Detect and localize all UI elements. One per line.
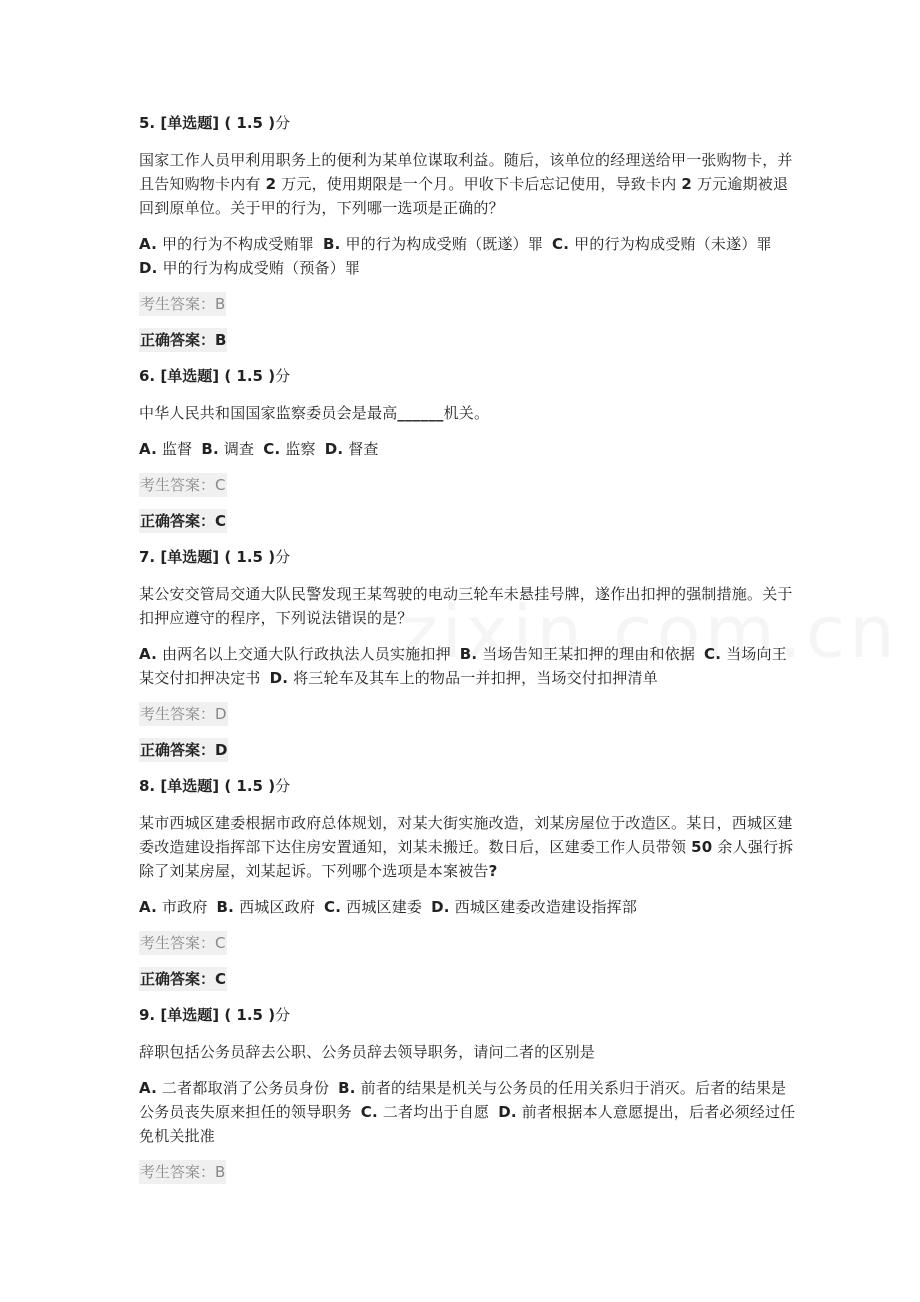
correct-answer	[139, 328, 227, 352]
question-block	[139, 1003, 799, 1184]
question-score: ( 1.5 )	[224, 777, 276, 795]
option-item	[139, 898, 208, 916]
option-letter: A.	[139, 440, 157, 458]
question-text	[139, 582, 799, 630]
option-letter: D.	[139, 259, 158, 277]
question-text-part: 余人强行拆除了刘某房屋，刘某起诉。下列哪个选项是本案被告	[139, 838, 794, 880]
option-item	[324, 898, 422, 916]
student-answer-label: 考生答案：	[140, 1163, 216, 1181]
options-list	[139, 437, 799, 461]
option-letter: A.	[139, 898, 157, 916]
student-answer	[139, 931, 227, 955]
option-item	[431, 898, 637, 916]
correct-answer-value: C	[215, 970, 227, 988]
option-item	[270, 669, 658, 687]
option-text: 二者均出于自愿	[382, 1103, 490, 1121]
question-score: ( 1.5 )	[224, 1006, 276, 1024]
student-answer	[139, 702, 228, 726]
question-text-part: 某公安交管局交通大队民警发现王某驾驶的电动三轮车未悬挂号牌，遂作出扣押的强制措施。关于扣押应遵守的程序，下列说法错误的是？	[139, 585, 793, 627]
question-text-part: 50	[691, 838, 713, 856]
option-text: 前者根据本人意愿提出，后者必须经过任免机关批准	[139, 1103, 796, 1145]
option-text: 监察	[285, 440, 316, 458]
student-answer-label: 考生答案：	[140, 934, 216, 952]
correct-answer-label: 正确答案：	[140, 331, 216, 349]
correct-answer-value: D	[215, 741, 228, 759]
option-letter: C.	[324, 898, 342, 916]
option-text: 监督	[161, 440, 193, 458]
option-item	[460, 645, 695, 663]
student-answer-value: B	[215, 1163, 226, 1181]
question-score: ( 1.5 )	[224, 548, 276, 566]
question-block	[139, 111, 799, 352]
score-unit: 分	[275, 367, 291, 385]
question-text-part: ?	[488, 862, 498, 880]
question-header	[139, 364, 799, 388]
student-answer	[139, 292, 226, 316]
correct-answer-label: 正确答案：	[140, 512, 216, 530]
question-text-part: 某市西城区建委根据市政府总体规划，对某大街实施改造，刘某房屋位于改造区。某日，西城区建委改造建设指挥部下达住房安置通知，刘某未搬迁。数日后，区建委工作人员带领	[139, 814, 793, 856]
option-letter: B.	[322, 235, 341, 253]
question-header	[139, 111, 799, 135]
question-type: [单选题]	[160, 114, 220, 132]
option-item	[323, 235, 543, 253]
option-text: 二者都取消了公务员身份	[161, 1079, 330, 1097]
correct-answer-label: 正确答案：	[140, 741, 216, 759]
option-letter: C.	[704, 645, 722, 663]
student-answer-label: 考生答案：	[140, 295, 216, 313]
option-item	[361, 1103, 489, 1121]
score-unit: 分	[275, 548, 291, 566]
question-text-part: 万元，使用期限是一个月。甲收下卡后忘记使用，导致卡内	[276, 175, 682, 193]
question-text	[139, 811, 799, 883]
score-unit: 分	[275, 114, 291, 132]
score-unit: 分	[275, 1006, 291, 1024]
option-letter: B.	[459, 645, 478, 663]
option-letter: D.	[324, 440, 344, 458]
option-text: 甲的行为构成受贿（预备）罪	[162, 259, 361, 277]
options-list	[139, 895, 799, 919]
question-text	[139, 1040, 799, 1064]
option-text: 当场向王某交付扣押决定书	[139, 645, 787, 687]
student-answer-value: D	[215, 705, 227, 723]
correct-answer-label: 正确答案：	[140, 970, 216, 988]
option-item	[139, 440, 192, 458]
question-number: 9.	[139, 1006, 156, 1024]
option-text: 由两名以上交通大队行政执法人员实施扣押	[161, 645, 451, 663]
student-answer	[139, 473, 227, 497]
option-text: 将三轮车及其车上的物品一并扣押，当场交付扣押清单	[293, 669, 658, 687]
options-list	[139, 1076, 799, 1148]
question-header	[139, 774, 799, 798]
question-score: ( 1.5 )	[224, 114, 276, 132]
option-item	[201, 440, 254, 458]
correct-answer	[139, 738, 228, 762]
question-text-part: 中华人民共和国国家监察委员会是最高	[139, 404, 398, 422]
option-item	[139, 259, 360, 277]
option-item	[139, 235, 314, 253]
options-list	[139, 232, 799, 280]
student-answer-value: B	[215, 295, 226, 313]
option-text: 前者的结果是机关与公务员的任用关系归于消灭。后者的结果是公务员丧失原来担任的领导职务	[139, 1079, 787, 1121]
correct-answer	[139, 509, 227, 533]
option-letter: B.	[338, 1079, 356, 1097]
correct-answer-value: B	[215, 331, 227, 349]
question-type: [单选题]	[160, 1006, 220, 1024]
option-text: 调查	[223, 440, 255, 458]
option-letter: B.	[201, 440, 219, 458]
student-answer-label: 考生答案：	[140, 476, 216, 494]
question-text	[139, 148, 799, 220]
correct-answer	[139, 967, 227, 991]
question-number: 7.	[139, 548, 156, 566]
question-header	[139, 545, 799, 569]
question-text-part: ______	[397, 404, 444, 422]
correct-answer-value: C	[215, 512, 227, 530]
question-text	[139, 401, 799, 425]
exam-document	[139, 111, 799, 1196]
option-letter: D.	[431, 898, 450, 916]
option-item	[139, 1079, 329, 1097]
option-letter: A.	[139, 235, 157, 253]
option-item	[217, 898, 316, 916]
question-text-part: 2	[681, 175, 692, 193]
option-item	[325, 440, 379, 458]
question-type: [单选题]	[160, 777, 220, 795]
option-item	[263, 440, 315, 458]
option-letter: C.	[360, 1103, 378, 1121]
option-text: 甲的行为构成受贿（既遂）罪	[345, 235, 544, 253]
option-letter: B.	[216, 898, 235, 916]
option-letter: A.	[139, 645, 157, 663]
option-text: 督查	[348, 440, 379, 458]
score-unit: 分	[275, 777, 291, 795]
question-score: ( 1.5 )	[224, 367, 276, 385]
option-letter: A.	[139, 1079, 157, 1097]
option-item	[552, 235, 772, 253]
option-text: 西城区建委改造建设指挥部	[454, 898, 638, 916]
question-type: [单选题]	[160, 367, 220, 385]
question-number: 6.	[139, 367, 156, 385]
option-text: 甲的行为不构成受贿罪	[161, 235, 314, 253]
option-text: 市政府	[161, 898, 208, 916]
option-text: 西城区政府	[239, 898, 316, 916]
option-letter: D.	[269, 669, 289, 687]
question-block	[139, 364, 799, 533]
question-text-part: 辞职包括公务员辞去公职、公务员辞去领导职务，请问二者的区别是	[139, 1043, 596, 1061]
option-text: 甲的行为构成受贿（未遂）罪	[574, 235, 772, 253]
student-answer-value: C	[215, 476, 226, 494]
option-text: 西城区建委	[346, 898, 423, 916]
question-text-part: 万元逾期被退回到原单位。关于甲的行为，下列哪一选项是正确的？	[139, 175, 789, 217]
question-text-part: 国家工作人员甲利用职务上的便利为某单位谋取利益。随后，该单位的经理送给甲一张购物卡，并且告知购物卡内有	[139, 151, 793, 193]
option-letter: C.	[263, 440, 281, 458]
option-letter: C.	[552, 235, 570, 253]
option-text: 当场告知王某扣押的理由和依据	[482, 645, 696, 663]
question-block	[139, 545, 799, 762]
options-list	[139, 642, 799, 690]
question-text-part: 2	[265, 175, 277, 193]
question-text-part: 机关。	[443, 404, 490, 422]
option-item	[139, 645, 451, 663]
question-block	[139, 774, 799, 991]
student-answer-label: 考生答案：	[140, 705, 216, 723]
option-letter: D.	[498, 1103, 517, 1121]
question-number: 5.	[139, 114, 156, 132]
question-number: 8.	[139, 777, 156, 795]
student-answer-value: C	[215, 934, 226, 952]
question-type: [单选题]	[160, 548, 220, 566]
student-answer	[139, 1160, 226, 1184]
question-header	[139, 1003, 799, 1027]
